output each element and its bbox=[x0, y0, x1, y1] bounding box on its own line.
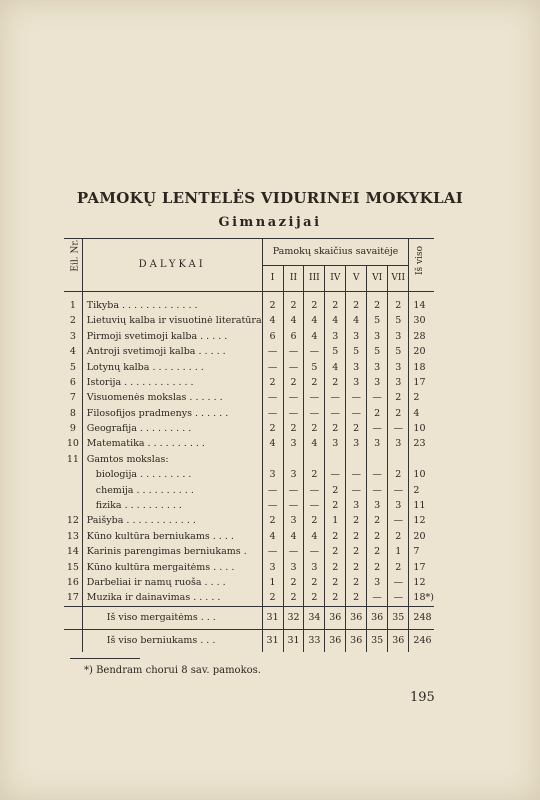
lesson-count: 1 bbox=[262, 575, 283, 590]
totals-count: 35 bbox=[388, 606, 409, 629]
row-total: 18*) bbox=[413, 592, 434, 604]
lesson-count: 2 bbox=[388, 529, 409, 544]
table-row bbox=[64, 498, 434, 513]
footnote: *) Bendram chorui 8 sav. pamokos. bbox=[84, 665, 261, 676]
row-number: 12 bbox=[64, 513, 82, 528]
lesson-count: 3 bbox=[304, 560, 325, 575]
totals-count: 36 bbox=[346, 606, 367, 629]
lesson-count: 3 bbox=[283, 467, 304, 482]
totals-count: 36 bbox=[325, 629, 346, 652]
lesson-count: 2 bbox=[283, 292, 304, 314]
lesson-count: — bbox=[325, 406, 346, 421]
lesson-count bbox=[346, 452, 367, 467]
row-total: 14 bbox=[413, 299, 426, 311]
page-subtitle: Gimnazijai bbox=[218, 215, 322, 230]
row-total bbox=[409, 452, 434, 467]
lesson-count: — bbox=[367, 483, 388, 498]
subject-name: Karinis parengimas berniukams . bbox=[82, 544, 262, 559]
lesson-count: 2 bbox=[283, 590, 304, 606]
lesson-count: — bbox=[388, 421, 409, 436]
header-is-viso: Iš viso bbox=[415, 245, 426, 275]
totals-count: 34 bbox=[304, 606, 325, 629]
row-number: 15 bbox=[64, 560, 82, 575]
lesson-count: — bbox=[262, 406, 283, 421]
lesson-count: 3 bbox=[346, 360, 367, 375]
totals-count: 32 bbox=[283, 606, 304, 629]
lesson-count: 2 bbox=[346, 560, 367, 575]
lesson-count: — bbox=[283, 498, 304, 513]
lesson-count: — bbox=[283, 483, 304, 498]
lesson-count: 5 bbox=[388, 344, 409, 359]
lesson-count: 4 bbox=[262, 437, 283, 452]
totals-label: Iš viso berniukams . . . bbox=[82, 629, 262, 652]
subject-name: Istorija . . . . . . . . . . . . bbox=[82, 375, 262, 390]
row-total: 2 bbox=[413, 484, 420, 496]
table-row bbox=[64, 437, 434, 452]
lesson-count: 3 bbox=[388, 360, 409, 375]
totals-grand: 246 bbox=[409, 629, 434, 652]
row-number: 2 bbox=[64, 313, 82, 328]
lesson-count: 2 bbox=[262, 513, 283, 528]
page-number: 195 bbox=[410, 690, 435, 705]
lesson-count: 2 bbox=[346, 575, 367, 590]
lesson-count: 1 bbox=[325, 513, 346, 528]
lesson-count: 3 bbox=[325, 437, 346, 452]
row-number: 17 bbox=[64, 590, 82, 606]
subject-name: fizika . . . . . . . . . . bbox=[82, 498, 262, 513]
table-row bbox=[64, 483, 434, 498]
row-total: 30 bbox=[413, 315, 426, 327]
lesson-count: 2 bbox=[346, 544, 367, 559]
lesson-count: 2 bbox=[283, 375, 304, 390]
lesson-count: 4 bbox=[262, 529, 283, 544]
lesson-count: — bbox=[304, 483, 325, 498]
subject-name: Lietuvių kalba ir visuotinė literatūra bbox=[82, 313, 262, 328]
row-number: 11 bbox=[64, 452, 82, 467]
lesson-count: 2 bbox=[304, 292, 325, 314]
lesson-count: — bbox=[283, 406, 304, 421]
lesson-count: — bbox=[388, 483, 409, 498]
row-total: 4 bbox=[413, 407, 420, 419]
lesson-count: 2 bbox=[388, 560, 409, 575]
lesson-count: — bbox=[367, 390, 388, 405]
row-number: 16 bbox=[64, 575, 82, 590]
lesson-count: — bbox=[346, 467, 367, 482]
lesson-count: — bbox=[262, 360, 283, 375]
lesson-count: 2 bbox=[325, 421, 346, 436]
row-number: 10 bbox=[64, 437, 82, 452]
lesson-count: — bbox=[262, 544, 283, 559]
row-total: 11 bbox=[413, 500, 426, 512]
lesson-count: — bbox=[283, 390, 304, 405]
subject-name: Lotynų kalba . . . . . . . . . bbox=[82, 360, 262, 375]
row-total: 20 bbox=[413, 530, 426, 542]
subject-name: chemija . . . . . . . . . . bbox=[82, 483, 262, 498]
totals-count: 31 bbox=[283, 629, 304, 652]
lesson-count: 3 bbox=[388, 375, 409, 390]
table-row bbox=[64, 590, 434, 606]
lesson-count: 2 bbox=[388, 390, 409, 405]
lesson-count: — bbox=[304, 390, 325, 405]
subject-name: Pirmoji svetimoji kalba . . . . . bbox=[82, 329, 262, 344]
totals-count: 36 bbox=[346, 629, 367, 652]
totals-count: 31 bbox=[262, 606, 283, 629]
lesson-count: 4 bbox=[283, 529, 304, 544]
lesson-count: 4 bbox=[346, 313, 367, 328]
row-number: 8 bbox=[64, 406, 82, 421]
totals-count: 36 bbox=[388, 629, 409, 652]
lesson-count: 2 bbox=[304, 590, 325, 606]
lesson-count: 5 bbox=[325, 344, 346, 359]
lesson-count: — bbox=[262, 498, 283, 513]
lesson-count: 2 bbox=[346, 513, 367, 528]
lesson-count: 3 bbox=[367, 498, 388, 513]
row-number bbox=[64, 467, 82, 482]
lesson-count: — bbox=[367, 590, 388, 606]
header-nr: Eil. Nr. bbox=[64, 239, 82, 292]
lesson-count: 2 bbox=[325, 498, 346, 513]
table-row bbox=[64, 406, 434, 421]
lesson-count: 4 bbox=[325, 360, 346, 375]
table-row bbox=[64, 292, 434, 314]
totals-count: 31 bbox=[262, 629, 283, 652]
lesson-count: 5 bbox=[367, 344, 388, 359]
lesson-count: 4 bbox=[304, 313, 325, 328]
lesson-count: 3 bbox=[283, 437, 304, 452]
row-number: 7 bbox=[64, 390, 82, 405]
lesson-count: — bbox=[304, 406, 325, 421]
row-total: 17 bbox=[413, 561, 426, 573]
row-number bbox=[64, 483, 82, 498]
row-number: 6 bbox=[64, 375, 82, 390]
lesson-count: 5 bbox=[304, 360, 325, 375]
row-total: 12 bbox=[413, 515, 426, 527]
lesson-count: 2 bbox=[262, 590, 283, 606]
lesson-count: 2 bbox=[325, 544, 346, 559]
lesson-count: 3 bbox=[262, 467, 283, 482]
subject-name: Tikyba . . . . . . . . . . . . . bbox=[82, 292, 262, 314]
table-row bbox=[64, 452, 434, 467]
totals-label: Iš viso mergaitėms . . . bbox=[82, 606, 262, 629]
subject-name: Visuomenės mokslas . . . . . . bbox=[82, 390, 262, 405]
lesson-count: 2 bbox=[367, 544, 388, 559]
lesson-count: 5 bbox=[388, 313, 409, 328]
lesson-count: 2 bbox=[367, 560, 388, 575]
totals-count: 35 bbox=[367, 629, 388, 652]
header-pamoku: Pamokų skaičius savaitėje bbox=[262, 239, 409, 266]
totals-spacer bbox=[64, 606, 82, 629]
lesson-count: 3 bbox=[283, 560, 304, 575]
lesson-count: 2 bbox=[283, 575, 304, 590]
lesson-table bbox=[64, 238, 434, 652]
lesson-count: 2 bbox=[304, 467, 325, 482]
row-number: 4 bbox=[64, 344, 82, 359]
lesson-count: 4 bbox=[283, 313, 304, 328]
lesson-count: 2 bbox=[304, 421, 325, 436]
lesson-count: 2 bbox=[346, 292, 367, 314]
lesson-count bbox=[367, 452, 388, 467]
lesson-count: 4 bbox=[325, 313, 346, 328]
lesson-count: 2 bbox=[388, 467, 409, 482]
table-row bbox=[64, 421, 434, 436]
lesson-count: 3 bbox=[388, 498, 409, 513]
table-row bbox=[64, 329, 434, 344]
lesson-count: — bbox=[283, 360, 304, 375]
lesson-count: 3 bbox=[346, 375, 367, 390]
lesson-count bbox=[304, 452, 325, 467]
lesson-count: — bbox=[262, 483, 283, 498]
lesson-count: 2 bbox=[262, 375, 283, 390]
lesson-count: 5 bbox=[346, 344, 367, 359]
subject-name: Geografija . . . . . . . . . bbox=[82, 421, 262, 436]
header-grade: VI bbox=[367, 265, 388, 292]
totals-spacer bbox=[64, 629, 82, 652]
row-number: 9 bbox=[64, 421, 82, 436]
subject-name: Kūno kultūra berniukams . . . . bbox=[82, 529, 262, 544]
lesson-count: 2 bbox=[325, 529, 346, 544]
lesson-count: 3 bbox=[346, 498, 367, 513]
row-number: 1 bbox=[64, 292, 82, 314]
lesson-count: — bbox=[367, 421, 388, 436]
lesson-count: — bbox=[262, 344, 283, 359]
lesson-count: — bbox=[304, 344, 325, 359]
table-row bbox=[64, 560, 434, 575]
lesson-count: 2 bbox=[262, 292, 283, 314]
table-row bbox=[64, 575, 434, 590]
table-row bbox=[64, 360, 434, 375]
lesson-count: 3 bbox=[346, 329, 367, 344]
lesson-count: 2 bbox=[346, 529, 367, 544]
lesson-count: 2 bbox=[325, 560, 346, 575]
table-row bbox=[64, 390, 434, 405]
lesson-count: 2 bbox=[325, 483, 346, 498]
table-row bbox=[64, 529, 434, 544]
lesson-count: 3 bbox=[283, 513, 304, 528]
row-total: 23 bbox=[413, 438, 426, 450]
lesson-count bbox=[325, 452, 346, 467]
subject-name: Antroji svetimoji kalba . . . . . bbox=[82, 344, 262, 359]
row-total: 17 bbox=[413, 376, 426, 388]
lesson-count bbox=[283, 452, 304, 467]
lesson-count bbox=[262, 452, 283, 467]
subject-name: Muzika ir dainavimas . . . . . bbox=[82, 590, 262, 606]
header-grade: I bbox=[262, 265, 283, 292]
lesson-count: 5 bbox=[367, 313, 388, 328]
lesson-count: 3 bbox=[367, 375, 388, 390]
header-grade: II bbox=[283, 265, 304, 292]
lesson-count: — bbox=[325, 467, 346, 482]
lesson-count: 3 bbox=[367, 329, 388, 344]
lesson-count: — bbox=[304, 498, 325, 513]
lesson-count: 2 bbox=[325, 375, 346, 390]
lesson-count: 2 bbox=[346, 421, 367, 436]
lesson-count: 4 bbox=[304, 529, 325, 544]
lesson-count: — bbox=[304, 544, 325, 559]
lesson-count: 2 bbox=[304, 375, 325, 390]
table-row bbox=[64, 375, 434, 390]
lesson-count: — bbox=[346, 406, 367, 421]
lesson-count: 6 bbox=[262, 329, 283, 344]
subject-name: biologija . . . . . . . . . bbox=[82, 467, 262, 482]
lesson-count: — bbox=[367, 467, 388, 482]
lesson-count: 3 bbox=[346, 437, 367, 452]
lesson-count: 2 bbox=[388, 292, 409, 314]
table-row bbox=[64, 467, 434, 482]
lesson-count bbox=[388, 452, 409, 467]
totals-row bbox=[64, 629, 434, 652]
row-number: 5 bbox=[64, 360, 82, 375]
lesson-count: 2 bbox=[325, 575, 346, 590]
row-number bbox=[64, 498, 82, 513]
row-total: 12 bbox=[413, 576, 426, 588]
lesson-count: 2 bbox=[388, 406, 409, 421]
lesson-count: — bbox=[283, 544, 304, 559]
row-number: 14 bbox=[64, 544, 82, 559]
lesson-count: 2 bbox=[283, 421, 304, 436]
table-row bbox=[64, 313, 434, 328]
lesson-count: — bbox=[262, 390, 283, 405]
totals-grand: 248 bbox=[409, 606, 434, 629]
row-total: 20 bbox=[413, 346, 426, 358]
row-total: 2 bbox=[413, 392, 420, 404]
lesson-count: — bbox=[346, 390, 367, 405]
totals-count: 33 bbox=[304, 629, 325, 652]
totals-count: 36 bbox=[325, 606, 346, 629]
lesson-count: — bbox=[388, 575, 409, 590]
lesson-count: 3 bbox=[388, 329, 409, 344]
lesson-count: 3 bbox=[325, 329, 346, 344]
subject-name: Darbeliai ir namų ruoša . . . . bbox=[82, 575, 262, 590]
lesson-count: 4 bbox=[304, 437, 325, 452]
subject-name: Filosofijos pradmenys . . . . . . bbox=[82, 406, 262, 421]
lesson-count: 4 bbox=[262, 313, 283, 328]
row-total: 18 bbox=[413, 361, 426, 373]
lesson-count: — bbox=[346, 483, 367, 498]
lesson-count: 2 bbox=[367, 406, 388, 421]
lesson-count: 3 bbox=[367, 575, 388, 590]
row-total: 28 bbox=[413, 330, 426, 342]
lesson-count: 2 bbox=[367, 529, 388, 544]
lesson-count: 3 bbox=[367, 360, 388, 375]
header-grade: VII bbox=[388, 265, 409, 292]
row-total: 10 bbox=[413, 423, 426, 435]
row-number: 3 bbox=[64, 329, 82, 344]
lesson-count: 2 bbox=[367, 513, 388, 528]
header-grade: IV bbox=[325, 265, 346, 292]
header-dalykai: DALYKAI bbox=[82, 239, 262, 292]
lesson-count: 2 bbox=[304, 575, 325, 590]
lesson-count: 6 bbox=[283, 329, 304, 344]
table-row bbox=[64, 544, 434, 559]
lesson-count: — bbox=[325, 390, 346, 405]
row-total: 7 bbox=[413, 546, 420, 558]
header-grade: III bbox=[304, 265, 325, 292]
lesson-count: — bbox=[388, 590, 409, 606]
table-row bbox=[64, 344, 434, 359]
lesson-count: 2 bbox=[367, 292, 388, 314]
page-title: PAMOKŲ LENTELĖS VIDURINEI MOKYKLAI bbox=[76, 189, 464, 207]
lesson-count: — bbox=[388, 513, 409, 528]
subject-name: Matematika . . . . . . . . . . bbox=[82, 437, 262, 452]
row-number: 13 bbox=[64, 529, 82, 544]
lesson-count: 3 bbox=[262, 560, 283, 575]
lesson-count: — bbox=[283, 344, 304, 359]
subject-name: Kūno kultūra mergaitėms . . . . bbox=[82, 560, 262, 575]
lesson-count: 2 bbox=[325, 590, 346, 606]
subject-name: Paišyba . . . . . . . . . . . . bbox=[82, 513, 262, 528]
totals-count: 36 bbox=[367, 606, 388, 629]
row-total: 10 bbox=[413, 469, 426, 481]
subject-name: Gamtos mokslas: bbox=[82, 452, 262, 467]
lesson-count: 2 bbox=[304, 513, 325, 528]
header-grade: V bbox=[346, 265, 367, 292]
totals-row bbox=[64, 606, 434, 629]
table-row bbox=[64, 513, 434, 528]
lesson-count: 2 bbox=[262, 421, 283, 436]
lesson-count: 1 bbox=[388, 544, 409, 559]
lesson-count: 4 bbox=[304, 329, 325, 344]
lesson-count: 3 bbox=[367, 437, 388, 452]
footnote-rule bbox=[70, 658, 140, 659]
lesson-count: 3 bbox=[388, 437, 409, 452]
lesson-count: 2 bbox=[325, 292, 346, 314]
lesson-count: 2 bbox=[346, 590, 367, 606]
